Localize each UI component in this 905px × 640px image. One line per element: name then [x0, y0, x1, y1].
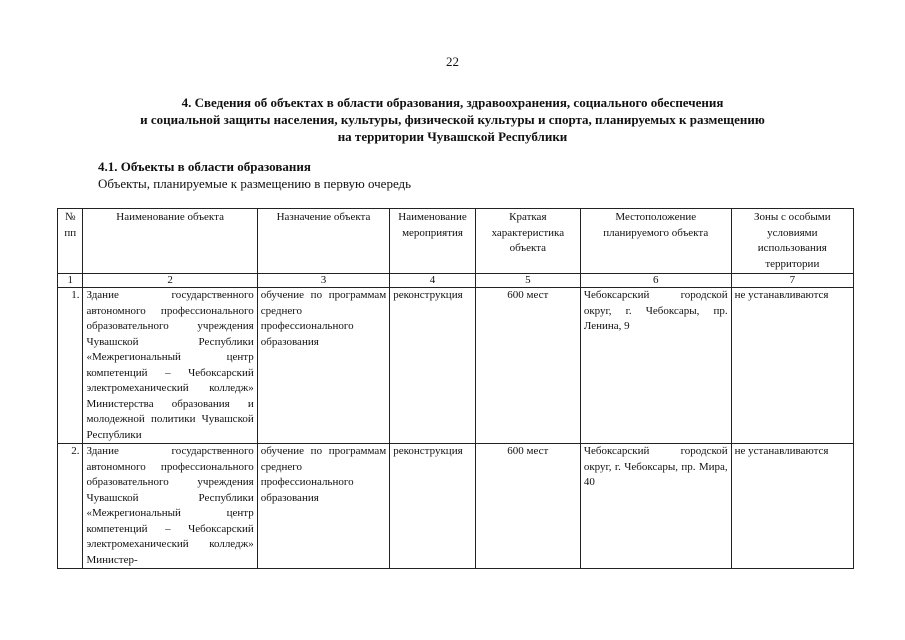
objects-table [57, 208, 854, 569]
header-location: Местоположение планируемого объекта [580, 209, 731, 274]
header-zones: Зоны с особыми условиями использования территории [731, 209, 853, 274]
column-number: 2 [83, 274, 257, 288]
measure-cell: реконструкция [390, 444, 476, 569]
characteristic-cell: 600 мест [475, 288, 580, 444]
object-purpose-cell: обучение по программам среднего профессионального образования [257, 444, 389, 569]
column-number-row [58, 274, 854, 288]
header-number: № пп [58, 209, 83, 274]
title-line-2: и социальной защиты населения, культуры, физической культуры и спорта, планируемых к размещению [140, 112, 765, 127]
column-number: 7 [731, 274, 853, 288]
header-characteristic: Краткая характеристика объекта [475, 209, 580, 274]
column-number: 5 [475, 274, 580, 288]
page-number: 22 [446, 54, 459, 69]
row-number: 2. [58, 444, 83, 569]
measure-cell: реконструкция [390, 288, 476, 444]
table-header-row [58, 209, 854, 274]
row-number: 1. [58, 288, 83, 444]
title-line-3: на территории Чувашской Республики [337, 129, 568, 144]
table-row [58, 288, 854, 444]
header-object-purpose: Назначение объекта [257, 209, 389, 274]
location-cell: Чебоксарский городской округ, г. Чебоксары, пр. Мира, 40 [580, 444, 731, 569]
column-number: 3 [257, 274, 389, 288]
object-name-cell: Здание государственного автономного профессионального образовательного учреждения Чувашской Республики «Межрегиональный центр компетенций – Чебоксарский электромеханический колледж» Министер- [83, 444, 257, 569]
zones-cell: не устанавливаются [731, 444, 853, 569]
column-number: 4 [390, 274, 476, 288]
zones-cell: не устанавливаются [731, 288, 853, 444]
location-cell: Чебоксарский городской округ, г. Чебоксары, пр. Ленина, 9 [580, 288, 731, 444]
header-object-name: Наименование объекта [83, 209, 257, 274]
header-measure-name: Наименование мероприятия [390, 209, 476, 274]
section-heading: 4.1. Объекты в области образования [98, 159, 311, 174]
document-title [60, 94, 845, 145]
table-row [58, 444, 854, 569]
object-purpose-cell: обучение по программам среднего профессионального образования [257, 288, 389, 444]
section-subheading: Объекты, планируемые к размещению в первую очередь [98, 176, 412, 191]
title-line-1: 4. Сведения об объектах в области образования, здравоохранения, социального обеспечения [181, 95, 724, 110]
characteristic-cell: 600 мест [475, 444, 580, 569]
column-number: 6 [580, 274, 731, 288]
object-name-cell: Здание государственного автономного профессионального образовательного учреждения Чувашской Республики «Межрегиональный центр компетенций – Чебоксарский электромеханический колледж» Министерства образования и молодежной политики Чувашской Республики [83, 288, 257, 444]
column-number: 1 [58, 274, 83, 288]
